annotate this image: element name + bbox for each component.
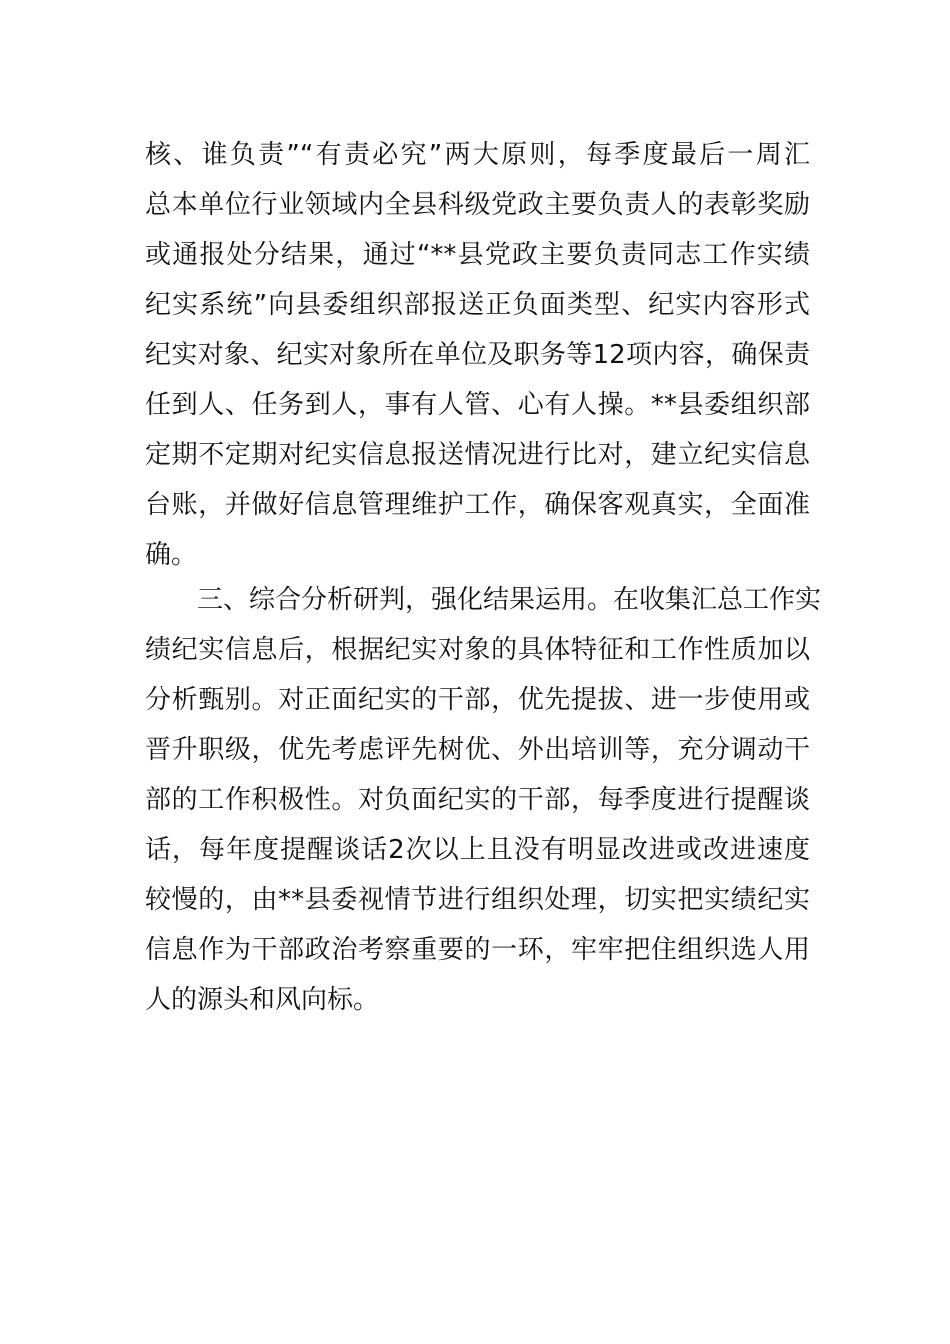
paragraph-1-line-7: 定期不定期对纪实信息报送情况进行比对，建立纪实信息 — [145, 440, 810, 470]
paragraph-2-line-3: 分析甄别。对正面纪实的干部，优先提拔、进一步使用或 — [145, 685, 810, 715]
paragraph-1-line-4: 纪实系统”向县委组织部报送正负面类型、纪实内容形式 — [145, 290, 810, 320]
paragraph-1 — [145, 130, 810, 580]
paragraph-2-line-6: 话，每年度提醒谈话2次以上且没有明显改进或改进速度 — [145, 835, 810, 865]
paragraph-2-line-7: 较慢的，由**县委视情节进行组织处理，切实把实绩纪实 — [145, 885, 810, 915]
paragraph-1-line-6: 任到人、任务到人，事有人管、心有人操。**县委组织部 — [145, 390, 810, 420]
paragraph-2 — [145, 575, 822, 1025]
paragraph-2-line-2: 绩纪实信息后，根据纪实对象的具体特征和工作性质加以 — [145, 635, 810, 665]
paragraph-1-line-1: 核、谁负责”“有责必究”两大原则，每季度最后一周汇 — [145, 140, 810, 170]
paragraph-2-line-9: 人的源头和风向标。 — [145, 985, 380, 1015]
paragraph-1-line-5: 纪实对象、纪实对象所在单位及职务等12项内容，确保责 — [145, 340, 810, 370]
paragraph-2-line-1: 三、综合分析研判，强化结果运用。在收集汇总工作实 — [145, 585, 822, 615]
paragraph-2-line-4: 晋升职级，优先考虑评先树优、外出培训等，充分调动干 — [145, 735, 810, 765]
paragraph-2-line-8: 信息作为干部政治考察重要的一环，牢牢把住组织选人用 — [145, 935, 810, 965]
paragraph-1-line-3: 或通报处分结果，通过“**县党政主要负责同志工作实绩 — [145, 240, 810, 270]
paragraph-1-line-8: 台账，并做好信息管理维护工作，确保客观真实，全面准 — [145, 490, 810, 520]
paragraph-2-line-5: 部的工作积极性。对负面纪实的干部，每季度进行提醒谈 — [145, 785, 810, 815]
paragraph-1-line-9: 确。 — [145, 540, 198, 570]
paragraph-1-line-2: 总本单位行业领域内全县科级党政主要负责人的表彰奖励 — [145, 190, 810, 220]
